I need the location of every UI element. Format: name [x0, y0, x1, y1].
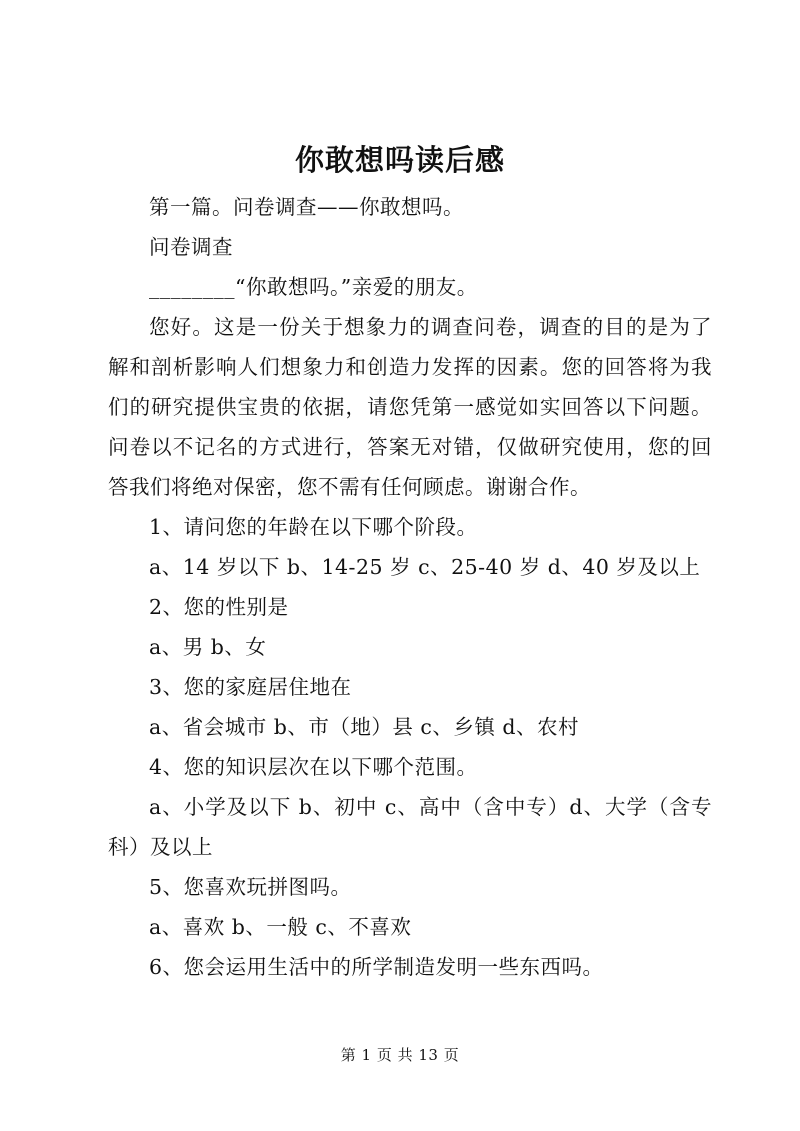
- paragraph: a、省会城市 b、市（地）县 c、乡镇 d、农村: [149, 715, 579, 739]
- paragraph: 1、请问您的年龄在以下哪个阶段。: [149, 515, 478, 539]
- paragraph: 2、您的性别是: [149, 595, 289, 619]
- paragraph: a、喜欢 b、一般 c、不喜欢: [149, 915, 412, 939]
- paragraph: a、男 b、女: [149, 635, 267, 659]
- paragraph: ________“你敢想吗。”亲爱的朋友。: [149, 275, 478, 299]
- paragraph: a、小学及以下 b、初中 c、高中（含中专）d、大学（含专科）及以上: [108, 795, 712, 859]
- page-number-footer: 第 1 页 共 13 页: [340, 1046, 460, 1064]
- paragraph: 6、您会运用生活中的所学制造发明一些东西吗。: [149, 955, 604, 979]
- paragraph: 5、您喜欢玩拼图吗。: [149, 875, 352, 899]
- paragraph: 问卷调查: [149, 235, 233, 259]
- paragraph: 4、您的知识层次在以下哪个范围。: [149, 755, 478, 779]
- document-body: [108, 187, 712, 987]
- paragraph: 第一篇。问卷调查——你敢想吗。: [149, 195, 464, 219]
- paragraph: 3、您的家庭居住地在: [149, 675, 352, 699]
- document-title: 你敢想吗读后感: [294, 143, 505, 177]
- paragraph: a、14 岁以下 b、14-25 岁 c、25-40 岁 d、40 岁及以上: [149, 555, 701, 579]
- paragraph: 您好。这是一份关于想象力的调查问卷，调查的目的是为了解和剖析影响人们想象力和创造力发挥的因素。您的回答将为我们的研究提供宝贵的依据，请您凭第一感觉如实回答以下问题。问卷以不记名的方式进行，答案无对错，仅做研究使用，您的回答我们将绝对保密，您不需有任何顾虑。谢谢合作。: [108, 315, 712, 499]
